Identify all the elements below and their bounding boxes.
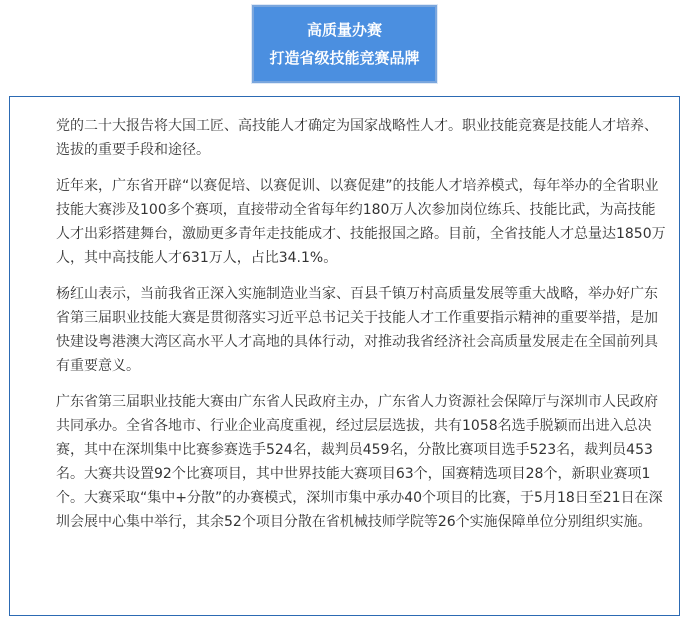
section-title-box [252, 5, 437, 83]
section-title-line-1: 高质量办赛 [306, 21, 382, 39]
section-title-line-2: 打造省级技能竞赛品牌 [269, 49, 420, 67]
article-body [56, 114, 668, 546]
paragraph-4: 广东省第三届职业技能大赛由广东省人民政府主办，广东省人力资源社会保障厅与深圳市人民政府共同承办。全省各地市、行业企业高度重视，经过层层选拔，共有1058名选手脱颖而出进入总决赛，其中在深圳集中比赛参赛选手524名，裁判员459名，分散比赛项目选手523名，裁判员453名。大赛共设置92个比赛项目，其中世界技能大赛项目63个，国赛精选项目28个，新职业赛项1个。大赛采取“集中+分散”的办赛模式，深圳市集中承办40个项目的比赛，于5月18日至21日在深圳会展中心集中举行，其余52个项目分散在省机械技师学院等26个实施保障单位分别组织实施。 [56, 394, 663, 530]
paragraph-2: 近年来，广东省开辟“以赛促培、以赛促训、以赛促建”的技能人才培养模式，每年举办的全省职业技能大赛涉及100多个赛项，直接带动全省每年约180万人次参加岗位练兵、技能比武，为高技能人才出彩搭建舞台，激励更多青年走技能成才、技能报国之路。目前，全省技能人才总量达1850万人，其中高技能人才631万人，占比34.1%。 [56, 178, 666, 266]
paragraph-1: 党的二十大报告将大国工匠、高技能人才确定为国家战略性人才。职业技能竞赛是技能人才培养、选拔的重要手段和途径。 [56, 118, 658, 158]
paragraph-3: 杨红山表示，当前我省正深入实施制造业当家、百县千镇万村高质量发展等重大战略，举办好广东省第三届职业技能大赛是贯彻落实习近平总书记关于技能人才工作重要指示精神的重要举措，是加快建设粤港澳大湾区高水平人才高地的具体行动，对推动我省经济社会高质量发展走在全国前列具有重要意义。 [56, 286, 658, 374]
